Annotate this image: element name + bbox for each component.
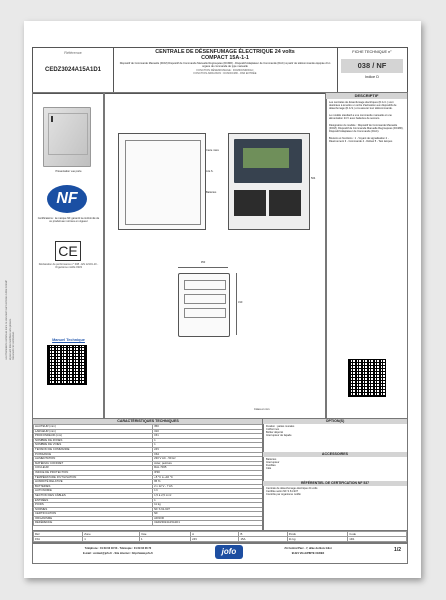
reference-label: Référence (64, 51, 82, 55)
dimension-units-note: Cotes en mm (254, 408, 270, 411)
product-photo (43, 107, 91, 167)
fiche-number: 038 / NF (341, 59, 403, 73)
front-panel-drawing (178, 273, 230, 337)
function-line: FONCTION ARRAISON : DCM/DCMR - PAR ENTRÉE (193, 72, 257, 75)
characteristic-value: 230 V AC - 50 Hz (153, 457, 263, 462)
characteristic-label: INDICE DE PROTECTION (34, 470, 153, 475)
characteristic-label: CERTIFICATION (34, 512, 153, 517)
dimension-width: 350 (200, 261, 206, 264)
header-block (32, 47, 408, 94)
accessories-title: ACCESSOIRES (263, 452, 407, 457)
reference-cell: Voie (140, 532, 191, 537)
characteristic-label: TENSION DE COMMANDE (34, 447, 153, 452)
reference-cell: Zone (83, 532, 140, 537)
certification-line: Contrôle par organisme notifié (266, 493, 301, 496)
side-note-line: et peuvent être modifiées sans préavis. (8, 318, 12, 360)
page-number: 1/2 (394, 547, 401, 553)
descriptif-para: Le modèle standard a une commande manuelle et une alimentation 24 V avec batteries de secours. (329, 114, 392, 120)
options-list (263, 424, 407, 438)
characteristic-value: 11 kg (153, 503, 263, 508)
reference-code: CEDZ3024A15A1D1 (44, 67, 102, 74)
characteristic-value: 1 h (153, 489, 263, 494)
manual-qr-code[interactable] (47, 345, 87, 385)
characteristic-value: 350 (153, 425, 263, 430)
nf-logo: NF (47, 185, 87, 213)
descriptif-column (325, 92, 408, 420)
drawing-area (103, 92, 327, 420)
footer-address: ZA Central Parc - 7, allée du Bois Gilot (284, 547, 332, 550)
accessory-item: Fusibles (266, 464, 276, 467)
characteristic-value: CEDZ3024A15A1D1 (153, 521, 263, 526)
descriptif-title: DESCRIPTIF (326, 93, 407, 99)
option-item: Boîtier déporté (266, 431, 284, 434)
reference-cell: B (239, 532, 287, 537)
side-note-line: Les informations contenues dans ce document sont données à titre indicatif (5, 280, 8, 360)
accessory-item: Interrupteur (266, 461, 280, 464)
callout-batteries: Batteries (206, 191, 217, 194)
certification-title: RÉFÉRENTIEL DE CERTIFICATION NF 537 (263, 481, 407, 486)
characteristic-value: 310 (153, 429, 263, 434)
characteristic-value: NF (153, 512, 263, 517)
descriptif-para: Boutons et fonctions : 1 - Voyant de signalisation 2 - Réarmement 3 - Commande 4 - Défaut 5 - Test lampes (329, 137, 393, 143)
side-disclaimer (6, 200, 24, 360)
characteristic-value: AFNOR (153, 516, 263, 521)
photo-caption: Présentation vue porte (55, 170, 82, 173)
certification-list (263, 486, 407, 497)
option-item: Interrupteur de façade (266, 434, 292, 437)
characteristic-value: 151 (153, 434, 263, 439)
characteristic-value: 1 (153, 438, 263, 443)
certification-line: Centrale de désenfumage électrique 24 volts (266, 487, 318, 490)
characteristic-label: NOMBRE DE ZONES (34, 438, 153, 443)
right-info-block (262, 418, 408, 532)
characteristic-value: Acier, peinture (153, 461, 263, 466)
characteristic-label: RÉFÉRENCE (34, 521, 153, 526)
characteristic-label: MATÉRIAU COFFRET (34, 461, 153, 466)
characteristic-label: TEMPÉRATURE D'UTILISATION (34, 475, 153, 480)
indice-label: Indice D (365, 75, 379, 80)
characteristic-label: HAUTEUR (mm) (34, 425, 153, 430)
characteristic-label: BATTERIES (34, 484, 153, 489)
characteristic-value: 15A (153, 452, 263, 457)
reference-cell: 1D1 (348, 537, 407, 542)
characteristic-value: 1,5 à 2,5 mm² (153, 493, 263, 498)
characteristics-table (33, 424, 263, 526)
manual-link[interactable]: Manuel Technique (52, 338, 85, 342)
characteristic-value: +5 °C à +40 °C (153, 475, 263, 480)
characteristic-label: ALIMENTATION (34, 457, 153, 462)
reference-cell (33, 48, 114, 93)
side-note-line: Document non contractuel. (12, 331, 16, 360)
dimension-height: 310 (238, 301, 243, 304)
product-subtitle: COMPACT 15A-1-1 (201, 55, 249, 61)
fiche-cell (337, 48, 407, 93)
characteristic-label: PROFONDEUR (mm) (34, 434, 153, 439)
characteristic-label: ORGANISME (34, 516, 153, 521)
characteristics-block (32, 418, 264, 532)
function-line: FONCTION DÉSENFUMAGE : DCM/DCMR/DAC (196, 69, 254, 72)
ce-caption: Déclaration de performance n° 038 - EN 12101-10 - Organisme notifié 0333 (38, 263, 99, 269)
certification-line: Certifiée selon NF S 61-937 (266, 490, 299, 493)
descriptif-para: Désignation du modèle : Dispositif de Commande Manuelle (DCM), Dispositif de Commande Manuelle Regroupées (DCMR), Dispositif Adaptateur de Commande (DAC). (329, 124, 404, 133)
characteristic-label: LARGEUR (mm) (34, 429, 153, 434)
characteristic-value: IP30 (153, 470, 263, 475)
callout-aes: A.E.S. (206, 170, 214, 173)
characteristic-label: ENTRÉES (34, 498, 153, 503)
options-title: OPTION(S) (263, 419, 407, 424)
option-item: Coffret inox (266, 428, 280, 431)
accessory-item: Clés (266, 467, 272, 470)
characteristic-label: NORMES (34, 507, 153, 512)
left-column (32, 92, 105, 420)
reference-cell: 15A (34, 537, 83, 542)
company-logo: jofo (215, 545, 243, 559)
characteristic-value: RAL 7035 (153, 466, 263, 471)
reference-cell: 11 kg (287, 537, 348, 542)
interior-view-drawing (228, 133, 310, 230)
reference-cell: 15A (239, 537, 287, 542)
characteristic-label: SECTION DES CÂBLES (34, 493, 153, 498)
footer-city: 91421 VILLEPINTE CEDEX (291, 552, 325, 555)
ce-logo: CE (55, 241, 81, 261)
reference-table (33, 531, 407, 542)
product-title: CENTRALE DE DÉSENFUMAGE ÉLECTRIQUE 24 volts (155, 49, 295, 55)
characteristic-label: AUTONOMIE (34, 489, 153, 494)
reference-cell: 1 (140, 537, 191, 542)
reference-cell: A (191, 532, 239, 537)
characteristic-label: NOMBRE DE VOIES (34, 443, 153, 448)
reference-value-row (34, 537, 407, 542)
characteristic-label: COULEUR (34, 466, 153, 471)
accessory-item: Batteries (266, 458, 277, 461)
reference-cell: 1 (83, 537, 140, 542)
characteristic-value: 2 x 12 V - 7 Ah (153, 484, 263, 489)
characteristics-row (34, 521, 263, 526)
characteristic-label: PUISSANCE (34, 452, 153, 457)
footer-email: E-mail : contact@jofo.fr - Site internet : http://www.jofo.fr (82, 552, 153, 555)
characteristic-label: POIDS (34, 503, 153, 508)
characteristic-value: 1 (153, 498, 263, 503)
characteristic-value: 24V (153, 447, 263, 452)
option-item: Fixation : pattes murales (266, 425, 295, 428)
characteristic-value: 95 % (153, 480, 263, 485)
reference-cell: Code (348, 532, 407, 537)
dimension-side: 504 (311, 177, 316, 180)
callout-carte-mere: Carte mère (206, 149, 219, 152)
fiche-label: FICHE TECHNIQUE n° (352, 50, 392, 54)
descriptif-para: Les centrales de désenfumage électriques (D.A.C.) sont destinées à émettre un ordre d'activation aux dispositifs de désenfumage (D.A.S.) et à assurer leur télécommande. (329, 101, 397, 110)
reference-cell: Réf. (34, 532, 83, 537)
characteristic-value: NF S 61-937 (153, 507, 263, 512)
characteristic-label: HUMIDITÉ RELATIVE (34, 480, 153, 485)
accessories-list (263, 457, 407, 471)
title-cell (113, 48, 338, 93)
reference-cell: 24V (191, 537, 239, 542)
characteristic-value: 1 (153, 443, 263, 448)
footer-phone: Téléphone : 01 69 02 18 53 - Télécopie : 01 69 02 28 72 (84, 547, 152, 550)
reference-cell: Poids (287, 532, 348, 537)
footer (32, 542, 408, 564)
nf-caption: Certifications : la marque NF garantit la conformité de ce produit aux normes en vigueur (37, 217, 100, 223)
descriptif-qr-code[interactable] (348, 359, 386, 397)
product-description: Dispositif de Commande Manuelle (DCM) Dispositif de Commande Manuelle Regroupées (DCMR) - Dispositif Adaptateur de Commande (DAC) à partir de télécommande équipée d'un organe de commande de type manuelle (119, 62, 331, 68)
front-view-drawing (118, 133, 206, 230)
characteristics-title: CARACTÉRISTIQUES TECHNIQUES (33, 419, 263, 424)
